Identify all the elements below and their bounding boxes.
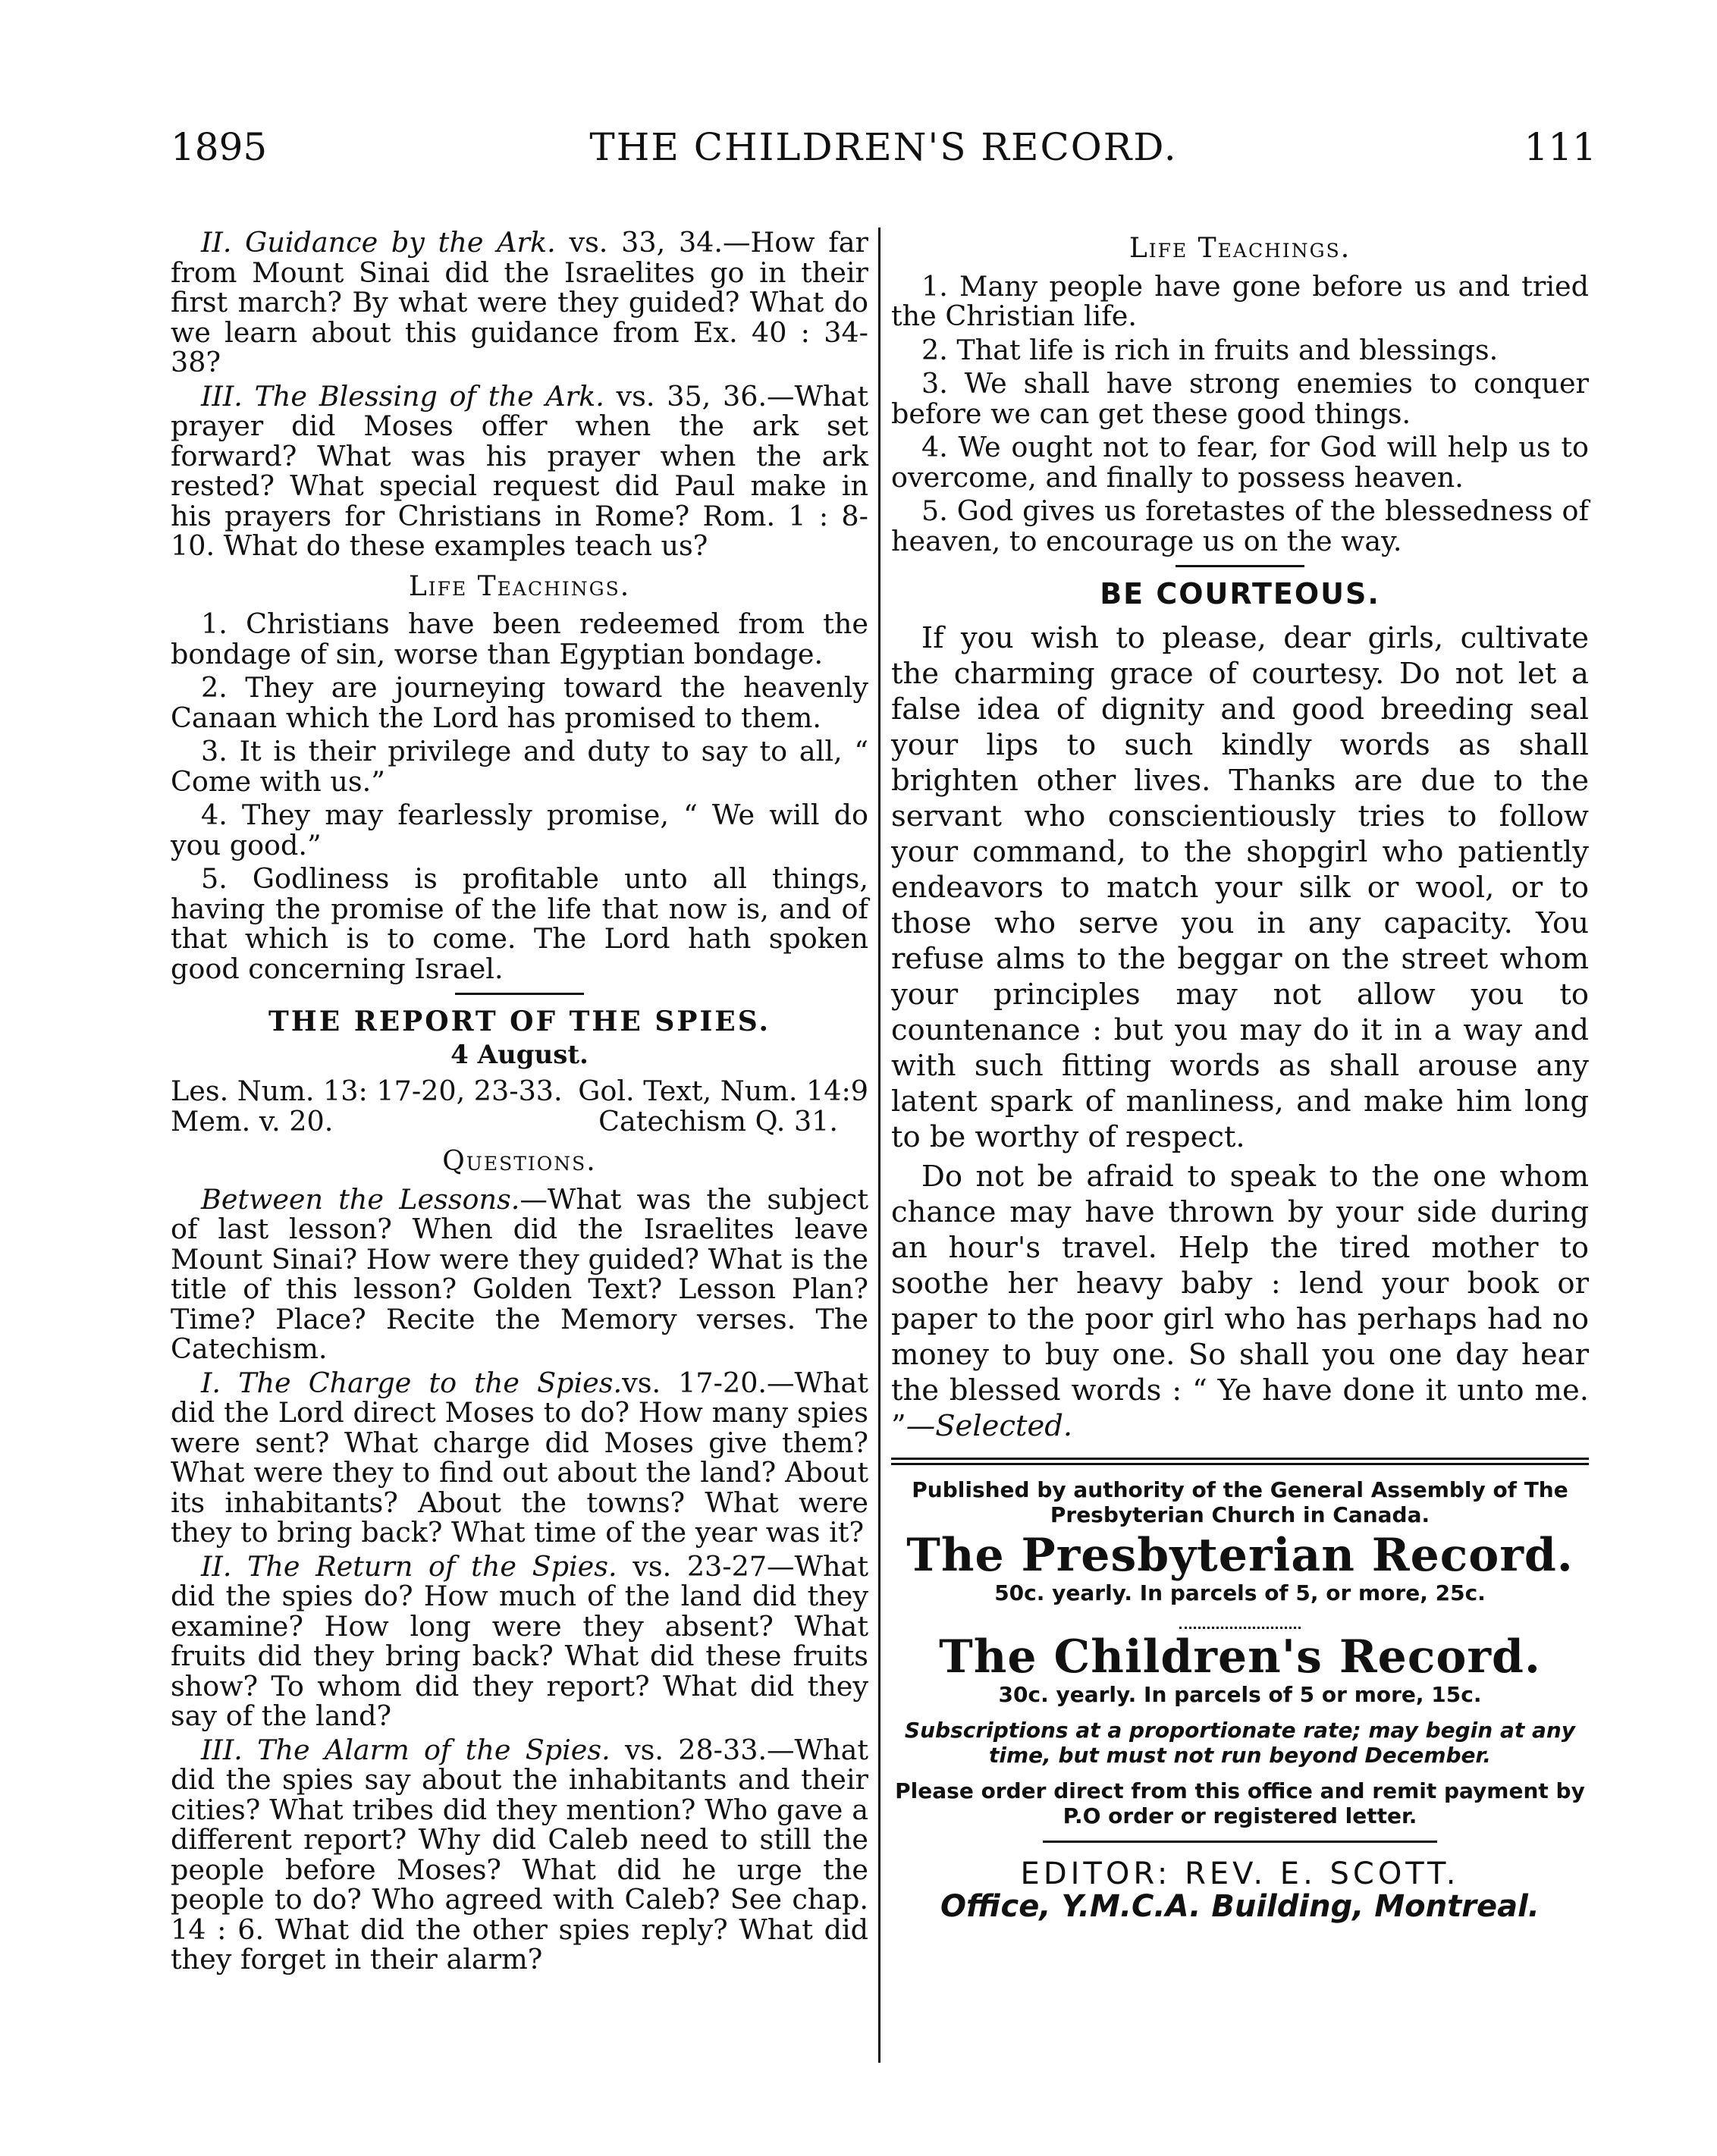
left-column (171, 228, 868, 1979)
catechism-ref: Catechism Q. 31. (598, 1104, 838, 1138)
presbyterian-record-title: The Presbyterian Record. (906, 1528, 1574, 1582)
courteous-text: Do not be afraid to speak to the one whom chance may have thrown by your side during an hour's travel. Help the tired mother to soothe her heavy baby : lend your book or paper to the poor girl who has perhaps had no money to buy one. So shall you one day hear the blessed words : “ Ye have done it unto me. ” (891, 1159, 1589, 1443)
courteous-paragraph (891, 1159, 1589, 1444)
list-item: 1. Christians have been redeemed from the bondage of sin, worse than Egyptian bondage. (171, 607, 868, 670)
presbyterian-record-price: 50c. yearly. In parcels of 5, or more, 25c. (994, 1580, 1486, 1605)
list-item: 1. Many people have gone before us and tried the Christian life. (891, 269, 1589, 332)
list-item: 3. It is their privilege and duty to say to all, “ Come with us.” (171, 735, 868, 798)
list-item: 3. We shall have strong enemies to conquer before we can get these good things. (891, 367, 1589, 430)
questions-return (171, 1549, 868, 1732)
report-date: 4 August. (450, 1039, 589, 1070)
published-by: Published by authority of the General Assembly of The Presbyterian Church in Canada. (912, 1477, 1568, 1527)
golden-text-ref: Gol. Text, Num. 14:9 (578, 1075, 868, 1107)
section-head: I. The Charge to the Spies. (201, 1366, 623, 1399)
questions-alarm (171, 1735, 868, 1975)
subscriptions-note: Subscriptions at a proportionate rate; may begin at any time, but must not run beyond December. (904, 1717, 1576, 1768)
questions-between (171, 1182, 869, 1365)
section-head: II. Guidance by the Ark. (201, 226, 556, 259)
right-column (891, 228, 1589, 1922)
list-item: 4. We ought not to fear, for God will help us to overcome, and finally to possess heaven. (891, 431, 1589, 494)
divider (1176, 565, 1304, 567)
lesson-ref: Les. Num. 13: 17-20, 23-33. (171, 1075, 563, 1107)
childrens-record-title: The Children's Record. (939, 1630, 1541, 1684)
questions-heading: Questions. (442, 1146, 597, 1177)
divider (1179, 1619, 1301, 1629)
life-teachings-heading: Life Teachings. (1128, 233, 1351, 264)
section-head: Between the Lessons. (201, 1182, 520, 1216)
courteous-signature: —Selected. (906, 1408, 1073, 1443)
questions-charge (171, 1368, 868, 1548)
list-item: 4. They may fearlessly promise, “ We will do you good.” (171, 799, 868, 861)
memory-ref-row (171, 1106, 868, 1137)
divider (455, 993, 584, 995)
section-head: II. The Return of the Spies. (201, 1549, 617, 1583)
section-text: —What was the subject of last lesson? When did the Israelites leave Mount Sinai? How were they guided? What is the title of this lesson? Golden Text? Lesson Plan? Time? Place? Recite the Memory verses. The Catechism. (171, 1182, 869, 1365)
order-note: Please order direct from this office and remit payment by P.O order or registered letter. (895, 1778, 1585, 1828)
paragraph-blessing (171, 381, 868, 561)
lesson-ref-row (171, 1076, 868, 1106)
column-divider (878, 228, 880, 2063)
editor-line: EDITOR: REV. E. SCOTT. (1020, 1856, 1460, 1891)
office-line: Office, Y.M.C.A. Building, Montreal. (940, 1889, 1540, 1924)
section-text: vs. 23-27—What did the spies do? How much of the land did they examine? How long were they absent? What fruits did they bring back? What did these fruits show? To whom did they report? What did they say of the land? (171, 1549, 868, 1732)
courteous-paragraph: If you wish to please, dear girls, cultivate the charming grace of courtesy. Do not let a false idea of dignity and good breeding seal your lips to such kindly words as shall brighten other lives. Thanks are due to the servant who conscientiously tries to follow your command, to the shopgirl who patiently endeavors to match your silk or wool, or to those who serve you in any capacity. You refuse alms to the beggar on the street whom your principles may not allow you to countenance : but you may do it in a way and with such fitting words as shall arouse any latent spark of manliness, and make him long to be worthy of respect. (891, 620, 1589, 1154)
running-head (171, 125, 1596, 178)
page-number: 111 (1524, 125, 1596, 169)
section-text: vs. 33, 34.—How far from Mount Sinai did the Israelites go in their first march? By what were they guided? What do we learn about this guidance from Ex. 40 : 34-38? (171, 226, 868, 378)
paragraph-guidance (171, 228, 868, 378)
running-head-title: THE CHILDREN'S RECORD. (589, 125, 1178, 169)
report-heading: THE REPORT OF THE SPIES. (268, 1006, 771, 1037)
list-item: 2. They are journeying toward the heavenly Canaan which the Lord has promised to them. (171, 671, 868, 734)
memory-ref: Mem. v. 20. (171, 1104, 334, 1138)
childrens-record-price: 30c. yearly. In parcels of 5 or more, 15c. (998, 1682, 1482, 1707)
section-head: III. The Alarm of the Spies. (201, 1733, 611, 1766)
life-teachings-heading: Life Teachings. (408, 570, 631, 602)
section-text: vs. 35, 36.—What prayer did Moses offer when the ark set forward? What was his prayer when the ark rested? What special request did Paul make in his prayers for Christians in Rome? Rom. 1 : 8-10. What do these examples teach us? (171, 379, 868, 562)
running-head-year: 1895 (171, 125, 268, 169)
section-text: vs. 17-20.—What did the Lord direct Moses to do? How many spies were sent? What charge did Moses give them? What were they to find out about the land? About its inhabitants? About the towns? What were they to bring back? What time of the year was it? (171, 1366, 868, 1549)
list-item: 5. Godliness is profitable unto all things, having the promise of the life that now is, and of that which is to come. The Lord hath spoken good concerning Israel. (171, 862, 868, 985)
divider (1043, 1841, 1437, 1843)
advertisement (891, 1477, 1589, 1922)
section-text: vs. 28-33.—What did the spies say about the inhabitants and their cities? What tribes did they mention? Who gave a different report? Why did Caleb need to still the people before Moses? What did he urge the people to do? Who agreed with Caleb? See chap. 14 : 6. What did the other spies reply? What did they forget in their alarm? (171, 1733, 868, 1976)
section-head: III. The Blessing of the Ark. (201, 379, 604, 413)
advert-divider (891, 1458, 1589, 1465)
list-item: 5. God gives us foretastes of the blessedness of heaven, to encourage us on the way. (891, 494, 1589, 557)
list-item: 2. That life is rich in fruits and blessings. (921, 333, 1499, 366)
be-courteous-heading: BE COURTEOUS. (1100, 577, 1380, 610)
